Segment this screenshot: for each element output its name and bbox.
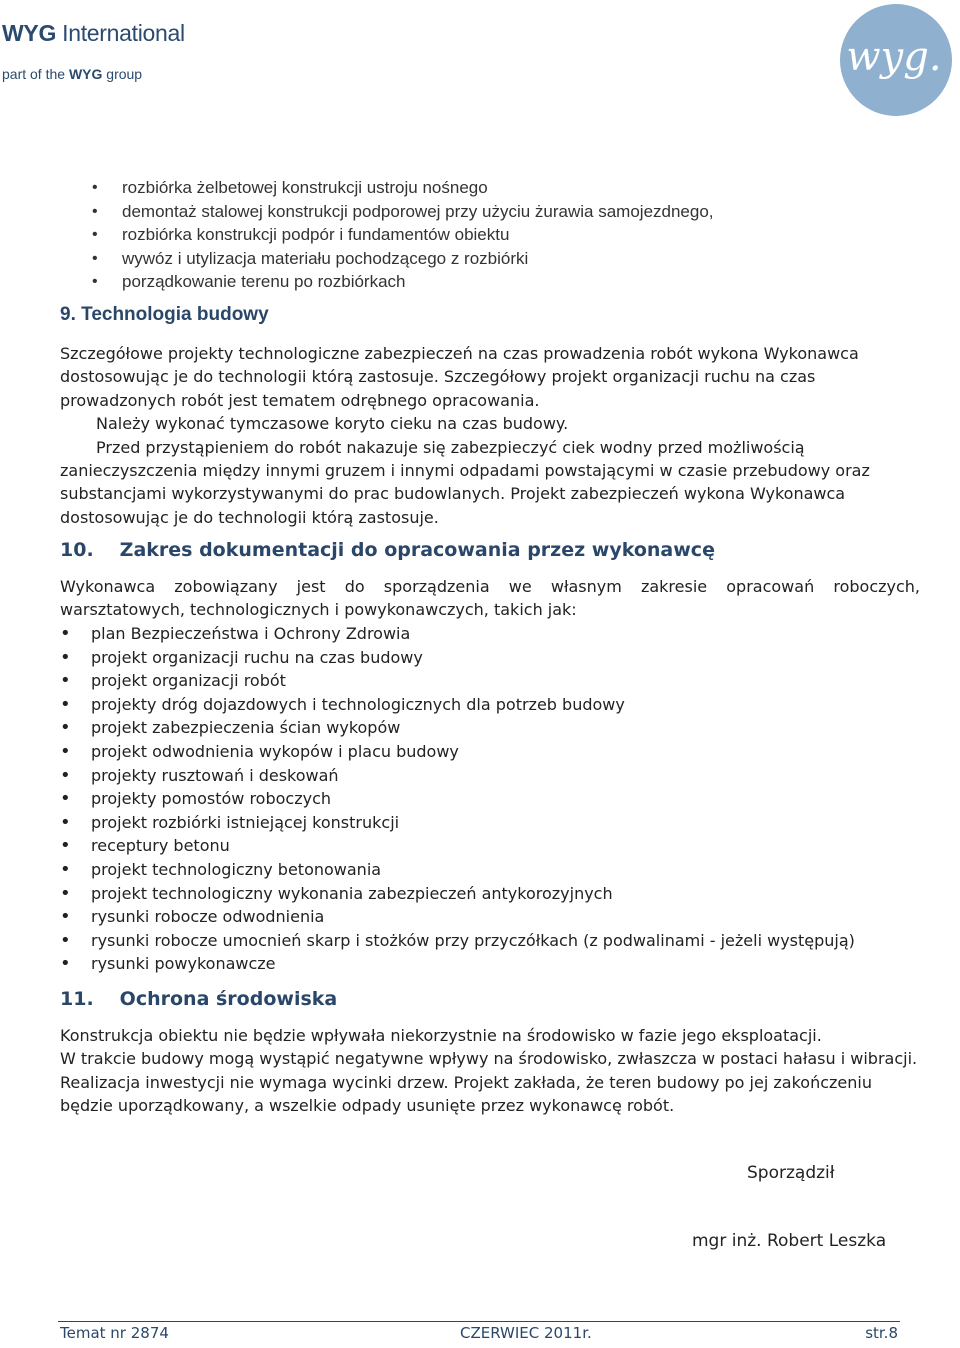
section-9-p2: Należy wykonać tymczasowe koryto cieku na czas budowy. <box>96 414 569 434</box>
section-11-heading <box>60 988 337 1010</box>
list-item: • projekty dróg dojazdowych i technologicznych dla potrzeb budowy <box>60 693 940 717</box>
list-item: • rysunki robocze odwodnienia <box>60 905 940 929</box>
list-item: • receptury betonu <box>60 834 940 858</box>
footer-date: CZERWIEC 2011r. <box>460 1324 592 1342</box>
footer-page: str.8 <box>865 1324 898 1342</box>
section-9-heading: 9. Technologia budowy <box>60 304 269 325</box>
brand-title <box>2 20 185 47</box>
list-item: • rysunki robocze umocnień skarp i stożków przy przyczółkach (z podwalinami - jeżeli występują) <box>60 929 940 953</box>
brand-title-rest: International <box>56 20 185 46</box>
section-9-p3: Przed przystąpieniem do robót nakazuje się zabezpieczyć ciek wodny przed możliwością zanieczyszczenia między innymi gruzem i innymi odpadami powstającymi w czasie przebudowy oraz substancjami wykorzystywanymi do prac budowlanych. Projekt zabezpieczeń wykona Wykonawca dostosowując je do technologii którą zastosuje. <box>60 437 870 527</box>
list-item: • rozbiórka konstrukcji podpór i fundamentów obiektu <box>92 223 912 247</box>
signature-name: mgr inż. Robert Leszka <box>692 1231 887 1251</box>
section-11-number: 11. <box>60 988 94 1010</box>
footer-divider <box>58 1321 900 1322</box>
section-10-title: Zakres dokumentacji do opracowania przez wykonawcę <box>119 539 715 561</box>
list-item: • projekt odwodnienia wykopów i placu budowy <box>60 740 940 764</box>
list-item: • porządkowanie terenu po rozbiórkach <box>92 270 912 294</box>
demolition-list <box>92 176 912 294</box>
list-item: • wywóz i utylizacja materiału pochodzącego z rozbiórki <box>92 247 912 271</box>
list-item: • projekt rozbiórki istniejącej konstrukcji <box>60 811 940 835</box>
section-11-title: Ochrona środowiska <box>119 988 338 1010</box>
brand-subtitle <box>2 66 142 82</box>
list-item: • projekty pomostów roboczych <box>60 787 940 811</box>
documentation-list <box>60 622 940 976</box>
brand-sub-prefix: part of the <box>2 66 69 82</box>
footer-topic: Temat nr 2874 <box>60 1324 169 1342</box>
wyg-logo <box>840 4 952 116</box>
section-9-body <box>60 342 920 529</box>
list-item: • projekt zabezpieczenia ścian wykopów <box>60 716 940 740</box>
section-11-p1: Konstrukcja obiektu nie będzie wpływała niekorzystnie na środowisko w fazie jego eksploatacji. <box>60 1026 822 1045</box>
section-10-number: 10. <box>60 539 94 561</box>
list-item: • rysunki powykonawcze <box>60 952 940 976</box>
section-11-body <box>60 1024 920 1118</box>
section-11-p2: W trakcie budowy mogą wystąpić negatywne wpływy na środowisko, zwłaszcza w postaci hałasu i wibracji. Realizacja inwestycji nie wymaga wycinki drzew. Projekt zakłada, że teren budowy po jej zakończeniu będzie uporządkowany, a wszelkie odpady usunięte przez wykonawcę robót. <box>60 1049 918 1116</box>
brand-sub-suffix: group <box>102 66 143 82</box>
logo-text: wyg. <box>846 34 942 80</box>
signature-label: Sporządził <box>747 1163 835 1183</box>
list-item: • demontaż stalowej konstrukcji podporowej przy użyciu żurawia samojezdnego, <box>92 200 912 224</box>
list-item: • projekt organizacji robót <box>60 669 940 693</box>
list-item: • projekt technologiczny wykonania zabezpieczeń antykorozyjnych <box>60 882 940 906</box>
brand-sub-bold: WYG <box>68 66 103 82</box>
list-item: • projekt technologiczny betonowania <box>60 858 940 882</box>
list-item: • projekty rusztowań i deskowań <box>60 764 940 788</box>
section-10-heading <box>60 539 715 561</box>
section-10-intro: Wykonawca zobowiązany jest do sporządzenia we własnym zakresie opracowań roboczych, warsztatowych, technologicznych i powykonawczych, takich jak: <box>60 577 920 620</box>
list-item: • plan Bezpieczeństwa i Ochrony Zdrowia <box>60 622 940 646</box>
brand-title-bold: WYG <box>2 20 57 46</box>
list-item: • rozbiórka żelbetowej konstrukcji ustroju nośnego <box>92 176 912 200</box>
section-9-p1: Szczegółowe projekty technologiczne zabezpieczeń na czas prowadzenia robót wykona Wykonawca dostosowując je do technologii którą zastosuje. Szczegółowy projekt organizacji ruchu na czas prowadzonych robót jest tematem odrębnego opracowania. <box>60 344 859 410</box>
list-item: • projekt organizacji ruchu na czas budowy <box>60 646 940 670</box>
